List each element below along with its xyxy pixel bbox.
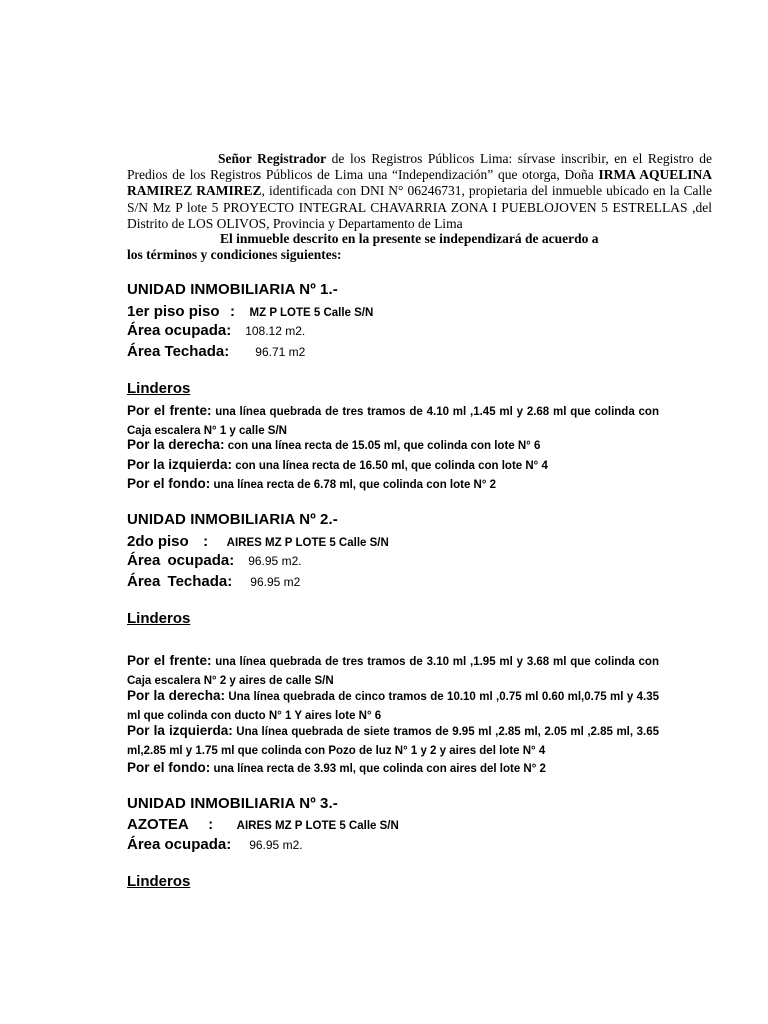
area-techada-label: Área Techada: [127, 573, 233, 590]
unit-3-title: UNIDAD INMOBILIARIA Nº 3.- [127, 795, 338, 812]
unit-1-floor: 1er piso piso [127, 303, 220, 320]
izquierda-text: Una línea quebrada de siete tramos de 9.95 ml ,2.85 ml, 2.05 ml ,2.85 ml, 3.65 ml,2.85 ml y 1.75 ml que colinda con Pozo de luz N° 1 y 2 y aires del lote N° 4 [127, 726, 659, 757]
unit-3-floor: AZOTEA [127, 816, 189, 833]
unit-1-izquierda [127, 456, 659, 474]
unit-1-derecha [127, 436, 659, 454]
unit-2-derecha [127, 687, 659, 725]
izquierda-label: Por la izquierda: [127, 723, 233, 738]
derecha-text: Una línea quebrada de cinco tramos de 10.10 ml ,0.75 ml 0.60 ml,0.75 ml y 4.35 ml que colinda con ducto N° 1 Y aires lote N° 6 [127, 691, 660, 722]
unit-1-colon: : [230, 303, 236, 320]
area-ocupada-value: 96.95 m2. [248, 554, 302, 568]
fondo-label: Por el fondo: [127, 760, 211, 775]
unit-1-area-techada [127, 343, 305, 361]
frente-label: Por el frente: [127, 403, 212, 418]
derecha-label: Por la derecha: [127, 688, 225, 703]
unit-2-izquierda [127, 722, 659, 760]
owner-name: IRMA AQUELINA RAMIREZ RAMIREZ [127, 167, 712, 199]
unit-3-floor-line [127, 816, 399, 833]
unit-2-colon: : [203, 533, 209, 550]
unit-1-fondo [127, 475, 659, 493]
derecha-text: con una línea recta de 15.05 ml, que colinda con lote N° 6 [224, 440, 541, 452]
unit-3-address: AIRES MZ P LOTE 5 Calle S/N [236, 820, 399, 832]
area-ocupada-label: Área ocupada: [127, 836, 232, 853]
izquierda-label: Por la izquierda: [127, 457, 233, 472]
unit-3-linderos-heading: Linderos [127, 873, 191, 890]
unit-2-linderos-heading: Linderos [127, 610, 191, 627]
unit-1-floor-line [127, 303, 373, 320]
izquierda-text: con una línea recta de 16.50 ml, que colinda con lote N° 4 [232, 460, 548, 472]
area-techada-value: 96.71 m2 [255, 345, 306, 359]
intro-paragraph [127, 151, 712, 232]
area-techada-value: 96.95 m2 [250, 575, 301, 589]
unit-2-frente [127, 652, 659, 690]
unit-3-colon: : [208, 816, 214, 833]
fondo-text: una línea recta de 6.78 ml, que colinda con lote N° 2 [210, 479, 497, 491]
area-ocupada-label: Área ocupada: [127, 322, 232, 339]
unit-1-frente [127, 402, 659, 440]
area-ocupada-value: 96.95 m2. [249, 838, 303, 852]
area-ocupada-label: Área ocupada: [127, 552, 235, 569]
unit-2-area-ocupada [127, 552, 302, 570]
intro-lead: Señor Registrador [218, 151, 327, 166]
frente-text: una línea quebrada de tres tramos de 4.10 ml ,1.45 ml y 2.68 ml que colinda con Caja escalera N° 1 y calle S/N [127, 406, 659, 437]
unit-2-floor-line [127, 533, 389, 550]
area-techada-label: Área Techada: [127, 343, 230, 360]
unit-1-area-ocupada [127, 322, 305, 340]
unit-2-title: UNIDAD INMOBILIARIA Nº 2.- [127, 511, 338, 528]
frente-text: una línea quebrada de tres tramos de 3.10 ml ,1.95 ml y 3.68 ml que colinda con Caja escalera N° 2 y aires de calle S/N [127, 656, 659, 687]
unit-3-area-ocupada [127, 836, 303, 854]
frente-label: Por el frente: [127, 653, 212, 668]
intro-text-2: , identificada con DNI N° 06246731, propietaria del inmueble ubicado en la Calle S/N Mz P lote 5 PROYECTO INTEGRAL CHAVARRIA ZONA I PUEBLOJOVEN 5 ESTRELLAS ,del Distrito de LOS OLIVOS, Provincia y Departamento de Lima [127, 183, 712, 231]
fondo-text: una línea recta de 3.93 ml, que colinda con aires del lote N° 2 [210, 763, 546, 775]
unit-2-address: AIRES MZ P LOTE 5 Calle S/N [226, 537, 389, 549]
independization-statement [127, 231, 647, 263]
unit-2-fondo [127, 759, 659, 777]
derecha-label: Por la derecha: [127, 437, 225, 452]
unit-1-title: UNIDAD INMOBILIARIA Nº 1.- [127, 281, 338, 298]
statement-line-1: El inmueble descrito en la presente se independizará de acuerdo a [220, 231, 599, 246]
statement-line-2: los términos y condiciones siguientes: [127, 247, 342, 262]
unit-2-area-techada [127, 573, 300, 591]
unit-1-address: MZ P LOTE 5 Calle S/N [249, 307, 374, 319]
unit-1-linderos-heading: Linderos [127, 380, 191, 397]
intro-text-1: de los Registros Públicos Lima: sírvase inscribir, en el Registro de Predios de los Registros Públicos de Lima una “Independización” que otorga, Doña [127, 151, 712, 183]
area-ocupada-value: 108.12 m2. [245, 324, 306, 338]
unit-2-floor: 2do piso [127, 533, 189, 550]
fondo-label: Por el fondo: [127, 476, 211, 491]
